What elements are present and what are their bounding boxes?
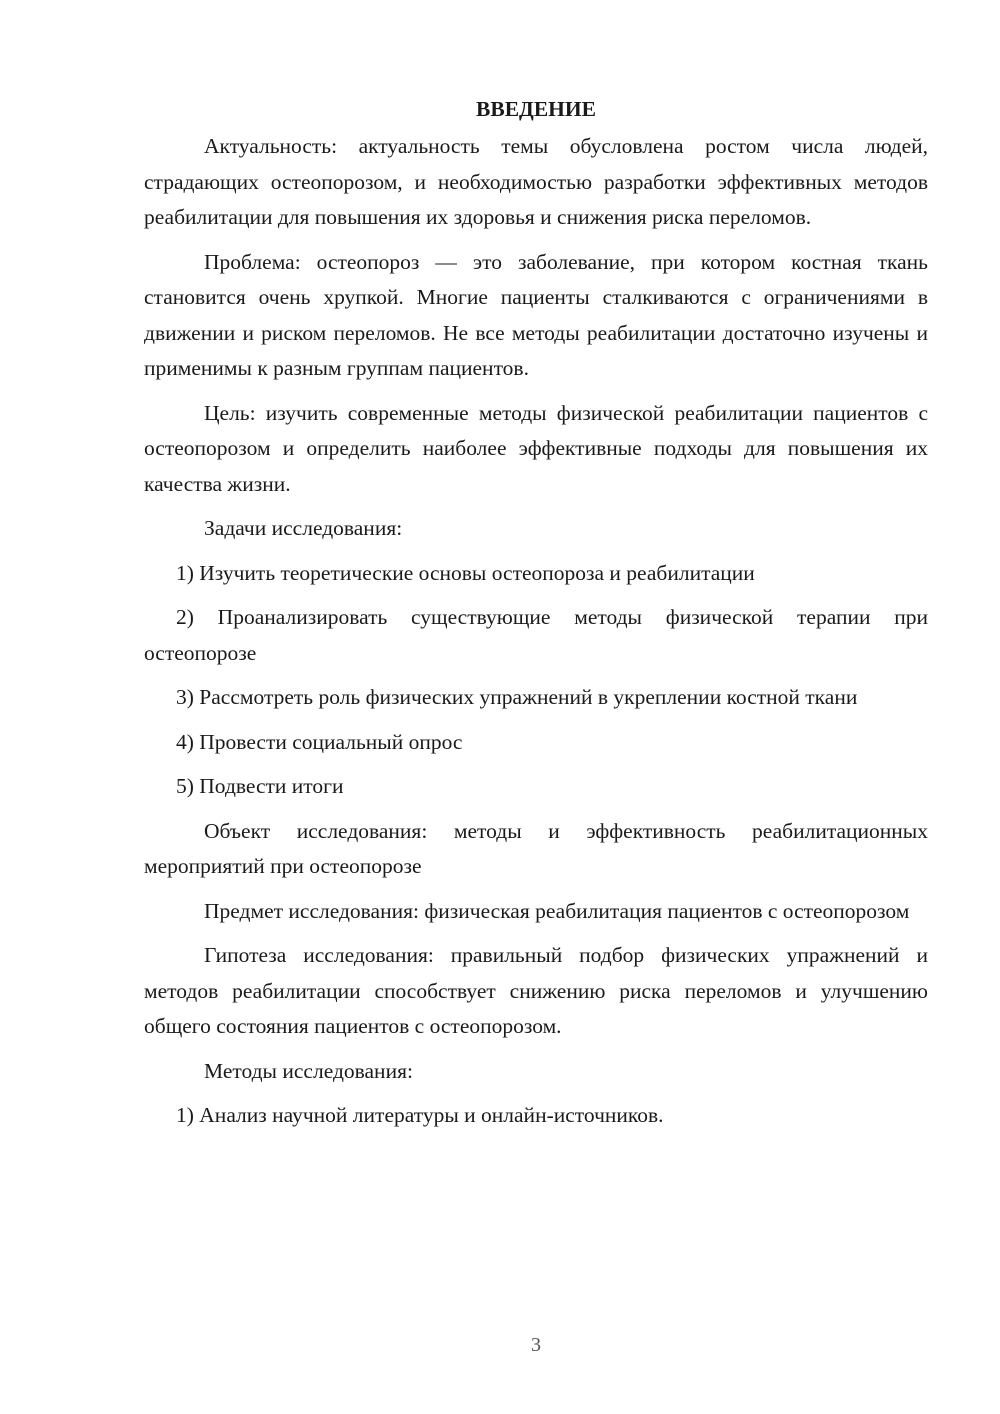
list-item: 3) Рассмотреть роль физических упражнений в укреплении костной ткани bbox=[176, 685, 858, 709]
paragraph-hypothesis: Гипотеза исследования: правильный подбор физических упражнений и методов реабилитации способствует снижению риска переломов и улучшению общего состояния пациентов с остеопорозом. bbox=[144, 943, 928, 1038]
paragraph-subject: Предмет исследования: физическая реабилитация пациентов с остеопорозом bbox=[204, 898, 910, 923]
paragraph-object: Объект исследования: методы и эффективность реабилитационных мероприятий при остеопорозе bbox=[144, 818, 928, 878]
page-content bbox=[144, 92, 928, 1143]
list-item: 1) Анализ научной литературы и онлайн-источников. bbox=[176, 1103, 664, 1127]
list-item: 2) Проанализировать существующие методы физической терапии при остеопорозе bbox=[144, 605, 928, 665]
list-item: 1) Изучить теоретические основы остеопороза и реабилитации bbox=[176, 560, 755, 585]
paragraph-problem: Проблема: остеопороз — это заболевание, при котором костная ткань становится очень хрупкой. Многие пациенты сталкиваются с ограничениями в движении и риском переломов. Не все методы реабилитации достаточно изучены и применимы к разным группам пациентов. bbox=[144, 249, 928, 380]
list-item: 5) Подвести итоги bbox=[176, 774, 344, 798]
section-title: ВВЕДЕНИЕ bbox=[476, 97, 596, 121]
paragraph-tasks-heading: Задачи исследования: bbox=[204, 516, 403, 540]
paragraph-methods-heading: Методы исследования: bbox=[204, 1058, 413, 1083]
paragraph-goal: Цель: изучить современные методы физической реабилитации пациентов с остеопорозом и определить наиболее эффективные подходы для повышения их качества жизни. bbox=[144, 400, 928, 496]
list-item: 4) Провести социальный опрос bbox=[176, 729, 463, 754]
paragraph-relevance: Актуальность: актуальность темы обусловлена ростом числа людей, страдающих остеопорозом, и необходимостью разработки эффективных методов реабилитации для повышения их здоровья и снижения риска переломов. bbox=[144, 134, 928, 229]
page-number: 3 bbox=[531, 1334, 541, 1356]
